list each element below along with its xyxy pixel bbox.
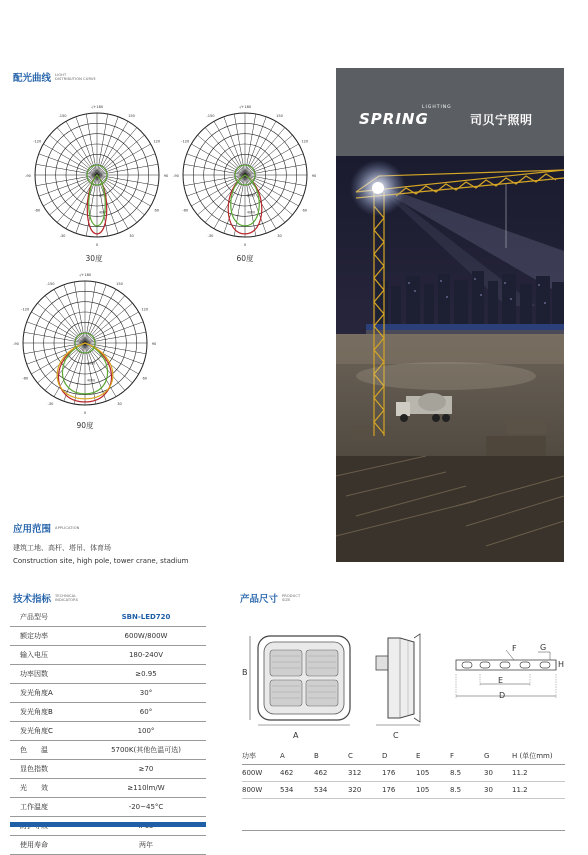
dim-cell: 462 — [314, 765, 348, 782]
polar-chart-60-label: 60度 — [236, 254, 254, 263]
dimension-table-bottom-line — [242, 830, 565, 831]
polar-angle-label: 60 — [154, 208, 160, 213]
table-row — [242, 782, 565, 799]
spec-key: 使用寿命 — [10, 836, 86, 855]
dimension-label-a: A — [293, 731, 299, 740]
section-title-cn: 应用范围 — [13, 524, 52, 535]
polar-chart-90 — [10, 268, 160, 418]
dim-header-cell: A — [280, 748, 314, 765]
polar-angle-label: 30 — [277, 233, 282, 238]
spec-row — [10, 779, 206, 798]
spec-key: 产品型号 — [10, 608, 86, 627]
polar-chart-60 — [170, 100, 320, 250]
polar-angle-label: -/+180 — [90, 105, 104, 109]
spec-key: 光 效 — [10, 779, 86, 798]
spec-row — [10, 665, 206, 684]
polar-angle-label: -150 — [58, 114, 67, 119]
section-title-en: LIGHT DISTRIBUTION CURVE — [55, 73, 96, 81]
dim-cell: 312 — [348, 765, 382, 782]
spec-row — [10, 741, 206, 760]
polar-angle-label: 90 — [163, 174, 169, 178]
dim-cell: 600W — [242, 765, 280, 782]
polar-angle-label: -120 — [21, 307, 30, 312]
polar-angle-label: 30 — [117, 401, 122, 406]
polar-ring-value: 4000 — [99, 210, 108, 215]
spec-value: ≥70 — [86, 760, 206, 779]
polar-angle-label: -120 — [33, 139, 42, 144]
dim-cell: 176 — [382, 782, 416, 799]
dim-header-cell: G — [484, 748, 512, 765]
spec-value: SBN-LED720 — [86, 608, 206, 627]
polar-angle-label: -90 — [25, 174, 31, 178]
dim-cell: 534 — [280, 782, 314, 799]
dim-header-cell: F — [450, 748, 484, 765]
polar-angle-label: -30 — [47, 401, 54, 406]
polar-angle-label: -90 — [173, 174, 179, 178]
dim-cell: 800W — [242, 782, 280, 799]
spec-value: -20~45°C — [86, 798, 206, 817]
polar-angle-label: 0 — [243, 243, 247, 247]
dim-cell: 176 — [382, 765, 416, 782]
dim-cell: 105 — [416, 765, 450, 782]
dim-cell: 320 — [348, 782, 382, 799]
section-title-en: TECHNICAL INDICATORS — [55, 594, 79, 602]
polar-angle-label: 150 — [276, 114, 283, 119]
spec-row — [10, 760, 206, 779]
polar-angle-label: 0 — [83, 411, 87, 415]
polar-angle-label: -120 — [181, 139, 190, 144]
spec-key: 显色指数 — [10, 760, 86, 779]
polar-ring-value: 4000 — [247, 210, 256, 215]
table-row — [242, 765, 565, 782]
spec-key: 功率因数 — [10, 665, 86, 684]
spec-row — [10, 722, 206, 741]
dim-cell: 30 — [484, 782, 512, 799]
spec-value: 两年 — [86, 836, 206, 855]
spec-key: 发光角度A — [10, 684, 86, 703]
polar-angle-label: -30 — [59, 233, 66, 238]
brand-logo-en: SPRING — [359, 110, 429, 128]
section-title-cn: 产品尺寸 — [240, 594, 279, 605]
spec-key: 发光角度B — [10, 703, 86, 722]
polar-angle-label: -150 — [46, 282, 55, 287]
polar-angle-label: -/+180 — [238, 105, 252, 109]
dimension-label-h: H — [558, 660, 565, 669]
dim-header-cell: C — [348, 748, 382, 765]
polar-chart-30 — [22, 100, 172, 250]
polar-angle-label: 120 — [153, 139, 161, 144]
polar-angle-label: 60 — [142, 376, 148, 381]
polar-angle-label: 150 — [116, 282, 123, 287]
polar-angle-label: -30 — [207, 233, 214, 238]
spec-row — [10, 646, 206, 665]
spec-value: 5700K(其他色温可选) — [86, 741, 206, 760]
product-photo — [336, 68, 564, 562]
polar-chart-30-label: 30度 — [85, 254, 103, 263]
spec-row — [10, 684, 206, 703]
polar-angle-label: -60 — [22, 376, 29, 381]
construction-site-night-photo — [336, 156, 564, 562]
polar-angle-label: -/+180 — [78, 273, 92, 277]
polar-angle-label: -60 — [182, 208, 189, 213]
spec-key: 工作温度 — [10, 798, 86, 817]
brand-logo-cn: 司贝宁照明 — [470, 113, 533, 127]
dimension-front-view — [236, 628, 356, 728]
spec-value: ≥0.95 — [86, 665, 206, 684]
spec-value: 60° — [86, 703, 206, 722]
dim-cell: 534 — [314, 782, 348, 799]
light-curve-section-title — [13, 70, 96, 84]
spec-key: 额定功率 — [10, 627, 86, 646]
dim-cell: 462 — [280, 765, 314, 782]
polar-angle-label: 120 — [141, 307, 149, 312]
spec-value: 100° — [86, 722, 206, 741]
dimension-table — [242, 748, 565, 799]
polar-angle-label: 0 — [95, 243, 99, 247]
polar-angle-label: 60 — [302, 208, 308, 213]
polar-angle-label: 30 — [129, 233, 134, 238]
section-title-en: APPLICATION — [55, 526, 80, 530]
spec-row — [10, 798, 206, 817]
dim-cell: 11.2 — [512, 782, 565, 799]
brand-sub: LIGHTING — [422, 105, 452, 110]
dimension-label-d: D — [499, 691, 506, 700]
spec-row — [10, 836, 206, 855]
polar-chart-90-label: 90度 — [76, 421, 94, 430]
polar-ring-value: 2000 — [99, 193, 108, 198]
spec-value: 600W/800W — [86, 627, 206, 646]
spec-key: 色 温 — [10, 741, 86, 760]
spec-table — [10, 608, 206, 855]
polar-angle-label: -150 — [206, 114, 215, 119]
dim-cell: 8.5 — [450, 765, 484, 782]
spec-key: 发光角度C — [10, 722, 86, 741]
dimension-table-header — [242, 748, 565, 765]
dimension-label-g: G — [540, 643, 547, 652]
dim-cell: 105 — [416, 782, 450, 799]
dim-header-cell: E — [416, 748, 450, 765]
spec-table-bottom-bar — [10, 822, 206, 827]
dimensions-section-title — [240, 591, 300, 605]
brand-banner — [336, 68, 564, 156]
dim-header-cell: H (单位mm) — [512, 748, 565, 765]
dim-header-cell: 功率 — [242, 748, 280, 765]
dimension-side-view — [368, 628, 428, 728]
application-text-en: Construction site, high pole, tower crane, stadium — [13, 557, 189, 565]
polar-angle-label: -90 — [13, 342, 19, 346]
specs-section-title — [13, 591, 78, 605]
dim-header-cell: D — [382, 748, 416, 765]
spec-value: ≥110lm/W — [86, 779, 206, 798]
polar-angle-label: 90 — [311, 174, 317, 178]
section-title-en: PRODUCT SIZE — [282, 594, 301, 602]
dimension-label-b: B — [242, 668, 248, 677]
polar-angle-label: 90 — [151, 342, 157, 346]
polar-angle-label: 120 — [301, 139, 309, 144]
section-title-cn: 技术指标 — [13, 594, 52, 605]
dimension-label-f: F — [512, 644, 517, 653]
application-section-title — [13, 521, 79, 535]
dim-cell: 30 — [484, 765, 512, 782]
dimension-bracket-view — [452, 644, 565, 704]
polar-ring-value: 2000 — [87, 361, 96, 366]
application-text-cn: 建筑工地、高杆、塔吊、体育场 — [13, 544, 111, 552]
spec-row — [10, 627, 206, 646]
polar-angle-label: -60 — [34, 208, 41, 213]
spec-value: 180-240V — [86, 646, 206, 665]
polar-ring-value: 4000 — [87, 378, 96, 383]
polar-ring-value: 2000 — [247, 193, 256, 198]
polar-angle-label: 150 — [128, 114, 135, 119]
dim-cell: 11.2 — [512, 765, 565, 782]
dimension-label-e: E — [498, 676, 504, 685]
spec-value: 30° — [86, 684, 206, 703]
dim-cell: 8.5 — [450, 782, 484, 799]
dimension-label-c: C — [393, 731, 399, 740]
dim-header-cell: B — [314, 748, 348, 765]
spec-key: 输入电压 — [10, 646, 86, 665]
spec-row — [10, 608, 206, 627]
section-title-cn: 配光曲线 — [13, 73, 52, 84]
spec-row — [10, 703, 206, 722]
